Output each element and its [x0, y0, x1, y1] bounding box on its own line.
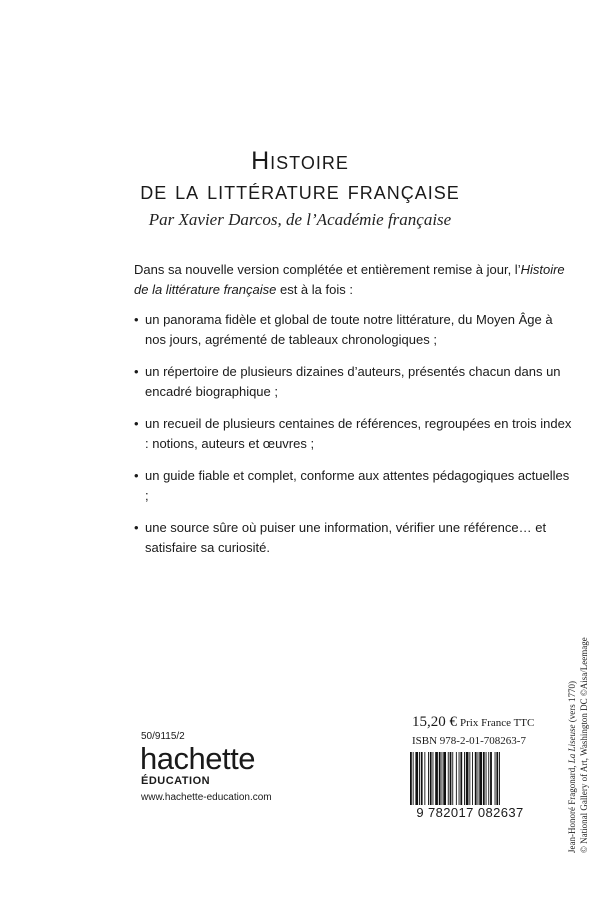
price-value: 15,20 € — [412, 714, 457, 730]
book-title-line-2: de la littérature française — [140, 177, 460, 205]
bullet-icon: • — [134, 364, 139, 379]
feature-item — [134, 466, 574, 506]
description — [134, 260, 574, 570]
feature-text: un recueil de plusieurs centaines de références, regroupées en trois index : notions, auteurs et œuvres ; — [145, 416, 572, 451]
credit-line-2: © National Gallery of Art, Washington DC ©Aisa/Leemage — [579, 637, 589, 853]
barcode — [407, 752, 533, 822]
feature-item — [134, 310, 574, 350]
feature-text: un guide fiable et complet, conforme aux attentes pédagogiques actuelles ; — [145, 468, 570, 503]
price — [412, 713, 534, 731]
feature-item — [134, 518, 574, 558]
feature-item — [134, 414, 574, 454]
bullet-icon: • — [134, 312, 139, 327]
bullet-icon: • — [134, 520, 139, 535]
author-subtitle: Par Xavier Darcos, de l’Académie française — [148, 210, 452, 229]
intro-paragraph — [134, 260, 574, 300]
intro-text-2: est à la fois : — [276, 282, 353, 297]
title-block — [0, 146, 600, 232]
credit-artist: Jean-Honoré Fragonard, — [567, 763, 577, 853]
bullet-icon: • — [134, 416, 139, 431]
feature-item — [134, 362, 574, 402]
book-title-line-1: Histoire — [251, 147, 349, 175]
publisher-website: www.hachette-education.com — [141, 792, 272, 803]
publisher-ref-code: 50/9115/2 — [141, 731, 185, 742]
feature-list — [134, 310, 574, 558]
barcode-digits: 9 782017 082637 — [407, 805, 533, 820]
credit-artwork-title: La Liseuse — [567, 724, 577, 764]
feature-text: un répertoire de plusieurs dizaines d’auteurs, présentés chacun dans un encadré biographique ; — [145, 364, 561, 399]
credit-date: (vers 1770) — [567, 681, 577, 725]
feature-text: une source sûre où puiser une information, vérifier une référence… et satisfaire sa curiosité. — [145, 520, 547, 555]
feature-text: un panorama fidèle et global de toute notre littérature, du Moyen Âge à nos jours, agrémenté de tableaux chronologiques ; — [145, 312, 553, 347]
bullet-icon: • — [134, 468, 139, 483]
publisher-logo-name: hachette — [140, 741, 255, 776]
intro-book-title: Histoire de la littérature française — [134, 262, 565, 297]
price-label: Prix France TTC — [460, 717, 535, 729]
intro-text-1: Dans sa nouvelle version complétée et entièrement remise à jour, l’ — [134, 262, 521, 277]
isbn: ISBN 978-2-01-708263-7 — [412, 735, 526, 747]
image-credit — [566, 593, 590, 853]
credit-line-1 — [566, 593, 578, 853]
publisher-logo-sub: ÉDUCATION — [141, 775, 211, 787]
